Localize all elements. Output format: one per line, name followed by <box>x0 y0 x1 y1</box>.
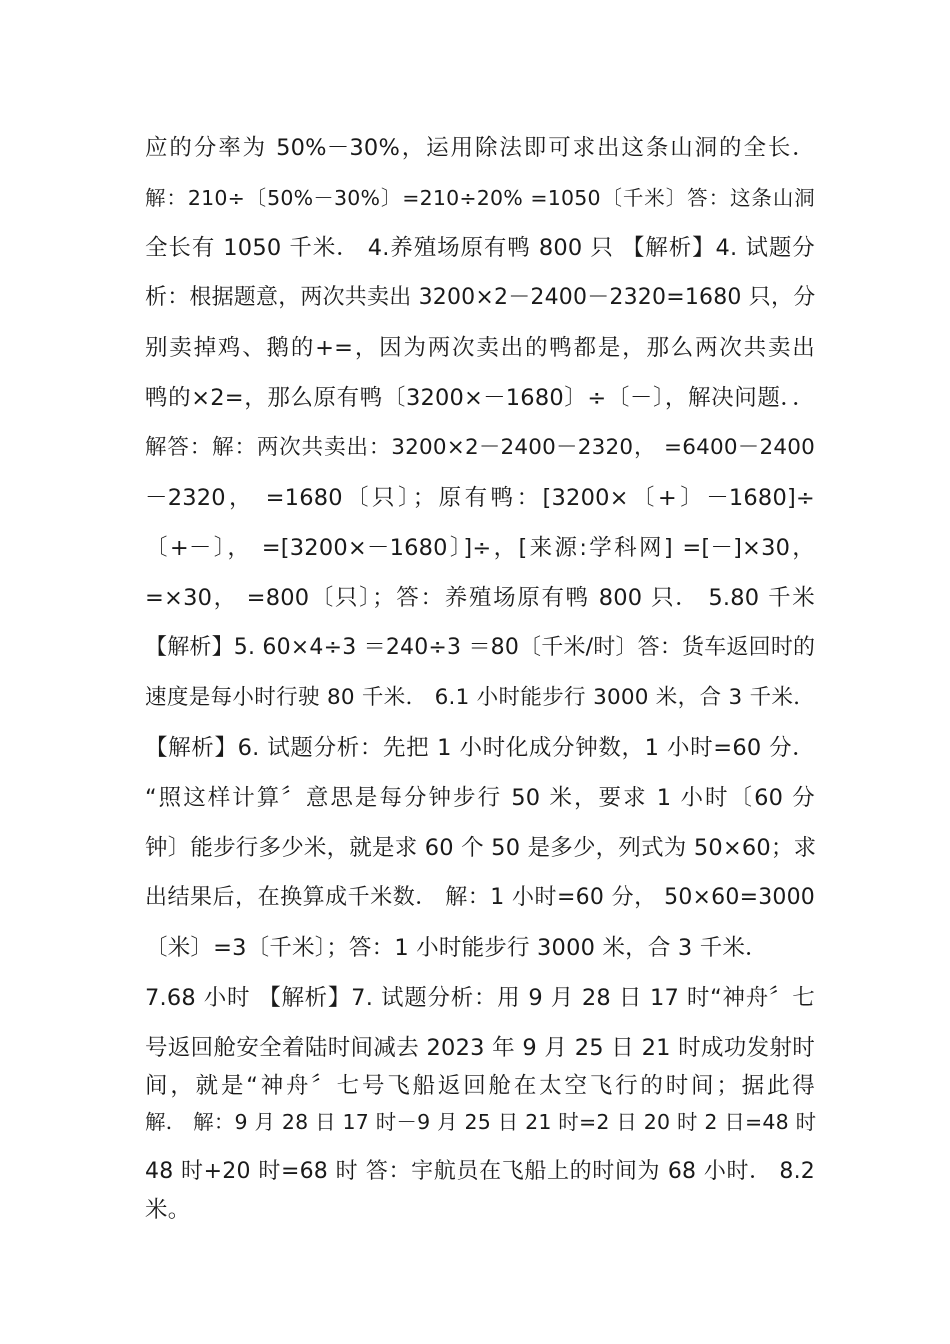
text-line-16: 出结果后，在换算成千米数． 解：1 小时=60 分， 50×60=3000 <box>145 885 815 910</box>
text-line-4: 析：根据题意，两次共卖出 3200×2－2400－2320=1680 只，分 <box>145 285 816 310</box>
text-line-6: 鸭的×2=，那么原有鸭〔3200×－1680〕÷〔－〕，解决问题．． <box>145 385 815 411</box>
text-line-5: 别卖掉鸡、鹅的+=，因为两次卖出的鸭都是，那么两次共卖出 <box>145 335 815 361</box>
text-line-1: 应的分率为 50%－30%，运用除法即可求出这条山洞的全长． <box>145 135 815 161</box>
text-line-18: 7.68 小时 【解析】7. 试题分析：用 9 月 28 日 17 时“神舟〞七 <box>145 985 815 1011</box>
text-line-14: “照这样计算〞意思是每分钟步行 50 米，要求 1 小时〔60 分 <box>145 785 815 811</box>
text-line-7: 解答：解：两次共卖出：3200×2－2400－2320， =6400－2400 <box>145 435 815 460</box>
text-line-15: 钟〕能步行多少米，就是求 60 个 50 是多少，列式为 50×60；求 <box>145 835 817 861</box>
text-line-19: 号返回舱安全着陆时间减去 2023 年 9 月 25 日 21 时成功发射时 <box>145 1035 815 1061</box>
text-line-8: －2320， =1680〔只〕；原有鸭：[3200×〔+〕－1680]÷ <box>145 485 815 511</box>
text-line-10: =×30， =800〔只〕；答：养殖场原有鸭 800 只． 5.80 千米 <box>145 585 815 611</box>
text-line-13: 【解析】6. 试题分析：先把 1 小时化成分钟数，1 小时=60 分． <box>145 735 815 761</box>
text-line-2: 解：210÷〔50%－30%〕=210÷20% =1050〔千米〕答：这条山洞 <box>145 186 815 210</box>
text-line-22: 48 时+20 时=68 时 答：宇航员在飞船上的时间为 68 小时． 8.2 <box>145 1159 815 1184</box>
text-line-12: 速度是每小时行驶 80 千米． 6.1 小时能步行 3000 米，合 3 千米． <box>145 685 815 710</box>
text-line-20: 间，就是“神舟〞七号飞船返回舱在太空飞行的时间；据此得 <box>145 1073 815 1099</box>
text-line-11: 【解析】5. 60×4÷3 ＝240÷3 ＝80〔千米/时〕答：货车返回时的 <box>145 635 816 660</box>
text-line-21: 解． 解：9 月 28 日 17 时－9 月 25 日 21 时=2 日 20 时 2 日=48 时 <box>145 1110 817 1134</box>
text-line-9: 〔+－〕， =[3200×－1680〕]÷，[来源:学科网] =[－]×30， <box>145 535 815 561</box>
text-line-23: 米。 <box>145 1197 191 1223</box>
text-line-3: 全长有 1050 千米． 4.养殖场原有鸭 800 只 【解析】4. 试题分 <box>145 235 815 261</box>
text-line-17: 〔米〕=3〔千米〕；答：1 小时能步行 3000 米，合 3 千米． <box>145 935 768 961</box>
